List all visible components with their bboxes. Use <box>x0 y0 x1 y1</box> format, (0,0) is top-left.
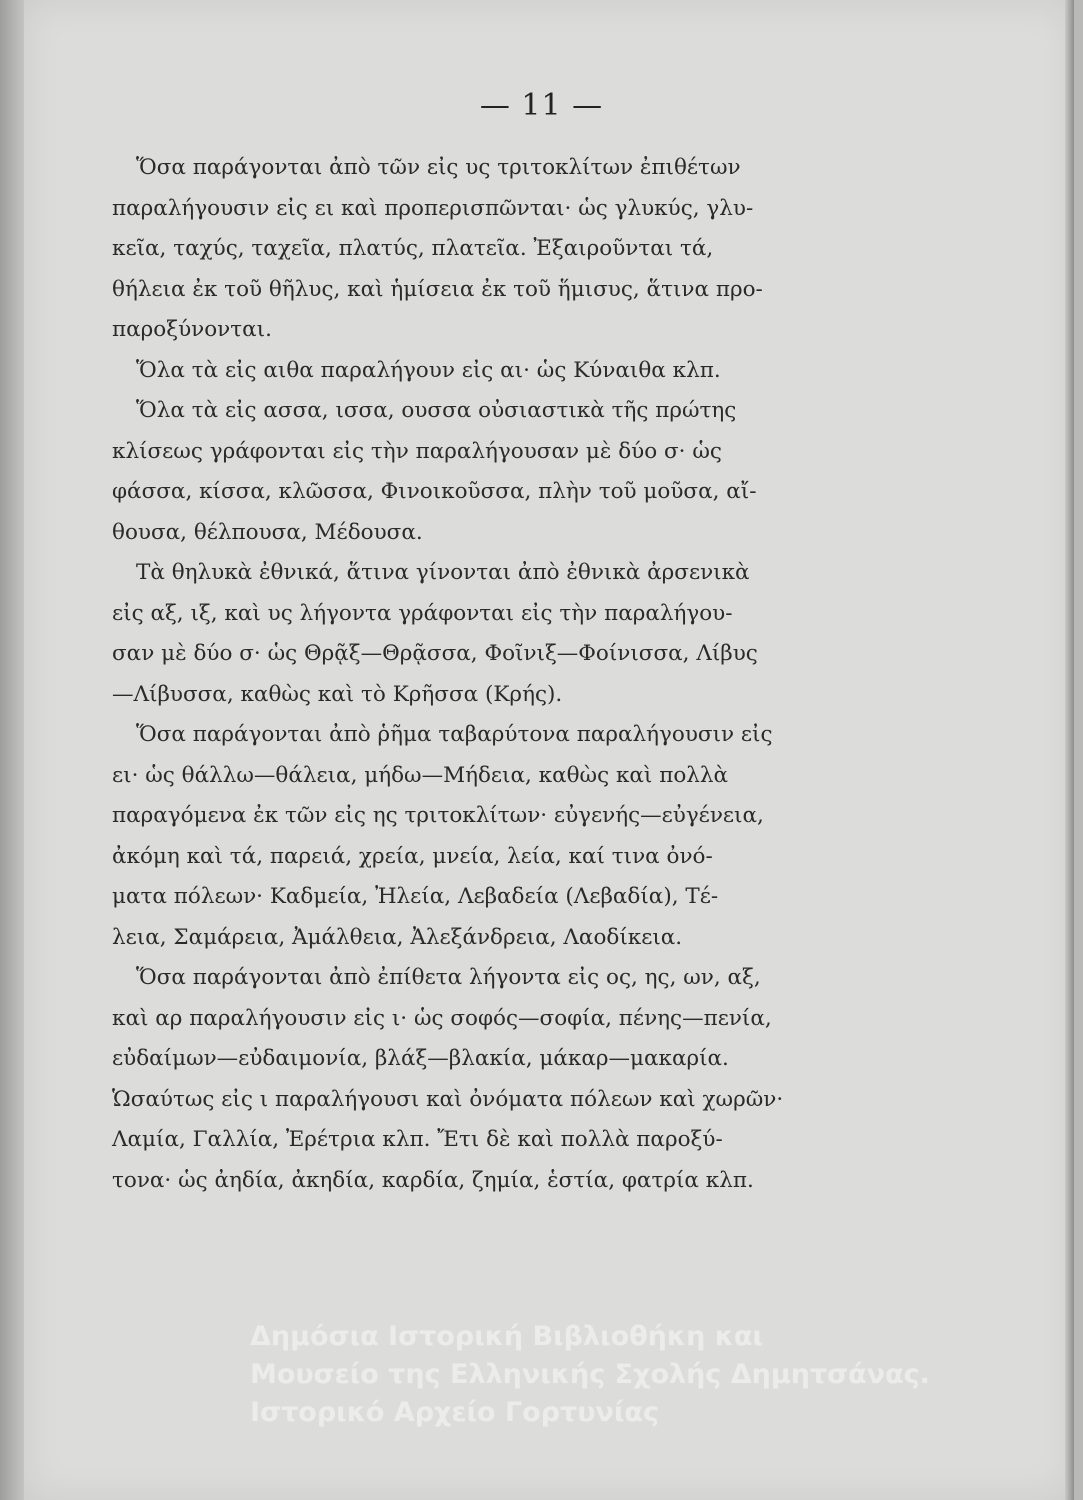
text-line: —Λίβυσσα, καθὼς καὶ τὸ Κρῆσσα (Κρής). <box>112 681 563 707</box>
watermark-line: Δημόσια Ιστορική Βιβλιοθήκη και <box>250 1321 763 1352</box>
text-line: Ὅσα παράγονται ἀπὸ ἐπίθετα λήγοντα εἰς ος, ης, ων, αξ, <box>136 965 761 990</box>
text-line: εἰς αξ, ιξ, καὶ υς λήγοντα γράφονται εἰς τὴν παραλήγου- <box>112 600 733 626</box>
text-line: τονα· ὡς ἀηδία, ἀκηδία, καρδία, ζημία, ἑστία, φατρία κλπ. <box>112 1167 754 1193</box>
text-line: ει· ὡς θάλλω—θάλεια, μήδω—Μήδεια, καθὼς καὶ πολλὰ <box>112 762 729 788</box>
text-line: καὶ αρ παραλήγουσιν εἰς ι· ὡς σοφός—σοφία, πένης—πενία, <box>112 1005 772 1031</box>
watermark-line: Ιστορικό Αρχείο Γορτυνίας <box>250 1397 659 1428</box>
paragraph <box>112 351 912 392</box>
paragraph <box>112 958 912 1201</box>
text-line: ἀκόμη καὶ τά, παρειά, χρεία, μνεία, λεία, καί τινα ὀνό- <box>112 843 713 869</box>
paragraph <box>112 148 912 351</box>
watermark-line: Μουσείο της Ελληνικής Σχολής Δημητσάνας. <box>250 1359 930 1390</box>
text-line: Ὡσαύτως εἰς ι παραλήγουσι καὶ ὀνόματα πόλεων καὶ χωρῶν· <box>112 1086 784 1112</box>
text-line: παραγόμενα ἐκ τῶν εἰς ης τριτοκλίτων· εὐγενής—εὐγένεια, <box>112 803 764 828</box>
text-line: θουσα, θέλπουσα, Μέδουσα. <box>112 519 423 545</box>
text-line: κεῖα, ταχύς, ταχεῖα, πλατύς, πλατεῖα. Ἐξαιροῦνται τά, <box>112 236 714 261</box>
text-line: παροξύνονται. <box>112 317 272 342</box>
text-line: Ὅλα τὰ εἰς αιθα παραλήγουν εἰς αι· ὡς Κύναιθα κλπ. <box>136 357 721 383</box>
text-line: λεια, Σαμάρεια, Ἀμάλθεια, Ἀλεξάνδρεια, Λαοδίκεια. <box>112 924 683 950</box>
text-line: κλίσεως γράφονται εἰς τὴν παραλήγουσαν μὲ δύο σ· ὡς <box>112 438 722 464</box>
text-line: θήλεια ἐκ τοῦ θῆλυς, καὶ ἡμίσεια ἐκ τοῦ ἥμισυς, ἅτινα προ- <box>112 276 763 302</box>
text-line: εὐδαίμων—εὐδαιμονία, βλάξ—βλακία, μάκαρ—μακαρία. <box>112 1046 729 1071</box>
text-line: παραλήγουσιν εἰς ει καὶ προπερισπῶνται· ὡς γλυκύς, γλυ- <box>112 195 754 221</box>
library-watermark <box>250 1318 930 1432</box>
text-line: Λαμία, Γαλλία, Ἐρέτρια κλπ. Ἔτι δὲ καὶ πολλὰ παροξύ- <box>112 1127 723 1152</box>
text-line: Τὰ θηλυκὰ ἐθνικά, ἅτινα γίνονται ἀπὸ ἐθνικὰ ἀρσενικὰ <box>136 560 750 585</box>
text-line: Ὅσα παράγονται ἀπὸ τῶν εἰς υς τριτοκλίτων ἐπιθέτων <box>136 155 741 180</box>
paragraph <box>112 715 912 958</box>
text-line: Ὅσα παράγονται ἀπὸ ῥῆμα ταβαρύτονα παραλήγουσιν εἰς <box>136 722 773 747</box>
body-text <box>112 148 912 1201</box>
page-number-header: — 11 — <box>479 88 604 123</box>
paragraph <box>112 391 912 553</box>
text-line: ματα πόλεων· Καδμεία, Ἠλεία, Λεβαδεία (Λεβαδία), Τέ- <box>112 884 719 909</box>
page-right-edge <box>1065 0 1074 1500</box>
binding-edge <box>0 0 24 1500</box>
text-line: φάσσα, κίσσα, κλῶσσα, Φινοικοῦσσα, πλὴν τοῦ μοῦσα, αἴ- <box>112 479 757 504</box>
paragraph <box>112 553 912 715</box>
text-line: Ὅλα τὰ εἰς ασσα, ισσα, ουσσα οὐσιαστικὰ τῆς πρώτης <box>136 398 737 423</box>
text-line: σαν μὲ δύο σ· ὡς Θρᾷξ—Θρᾷσσα, Φοῖνιξ—Φοίνισσα, Λίβυς <box>112 641 758 666</box>
